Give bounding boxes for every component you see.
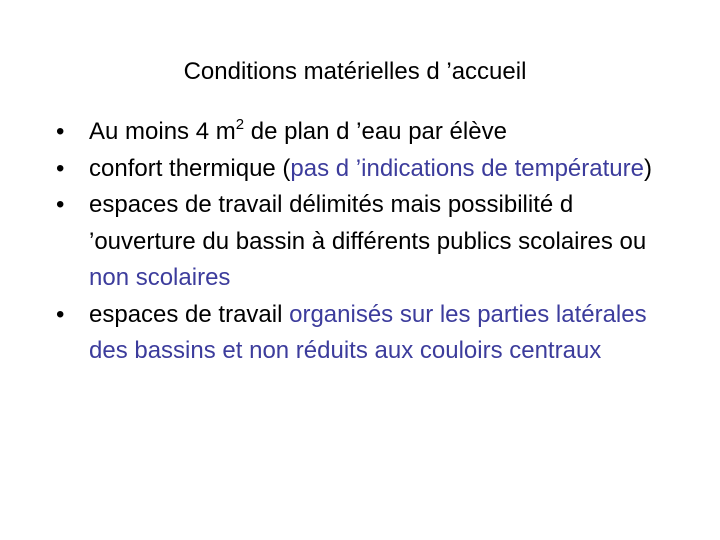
bullet-list [54, 114, 654, 370]
bullet-text-prefix: Au moins 4 m [89, 118, 236, 145]
bullet-text-prefix: espaces de travail [89, 300, 290, 328]
bullet-text-suffix: de plan d ’eau par élève [244, 118, 507, 145]
bullet-item-pool-area [54, 114, 654, 151]
bullet-item-thermal-comfort [54, 151, 654, 188]
bullet-item-organized-spaces [54, 297, 654, 370]
bullet-text-suffix: ) [643, 154, 652, 182]
bullet-text-highlight: non scolaires [89, 264, 231, 291]
bullet-marker: • [56, 191, 65, 218]
bullet-text-prefix: confort thermique ( [89, 154, 291, 182]
bullet-marker: • [56, 300, 65, 328]
bullet-text-prefix: espaces de travail délimités mais possibilité d ’ouverture du bassin à différents publics scolaires ou [89, 191, 647, 255]
superscript: 2 [235, 116, 245, 133]
slide-title: Conditions matérielles d ’accueil [183, 58, 527, 85]
bullet-marker: • [56, 154, 65, 182]
bullet-text-highlight: pas d ’indications de température [290, 154, 644, 182]
bullet-text-highlight: organisés sur les parties latérales des bassins et non réduits aux couloirs centraux [89, 300, 647, 364]
bullet-marker: • [56, 118, 65, 145]
bullet-item-delimited-spaces [54, 187, 654, 297]
